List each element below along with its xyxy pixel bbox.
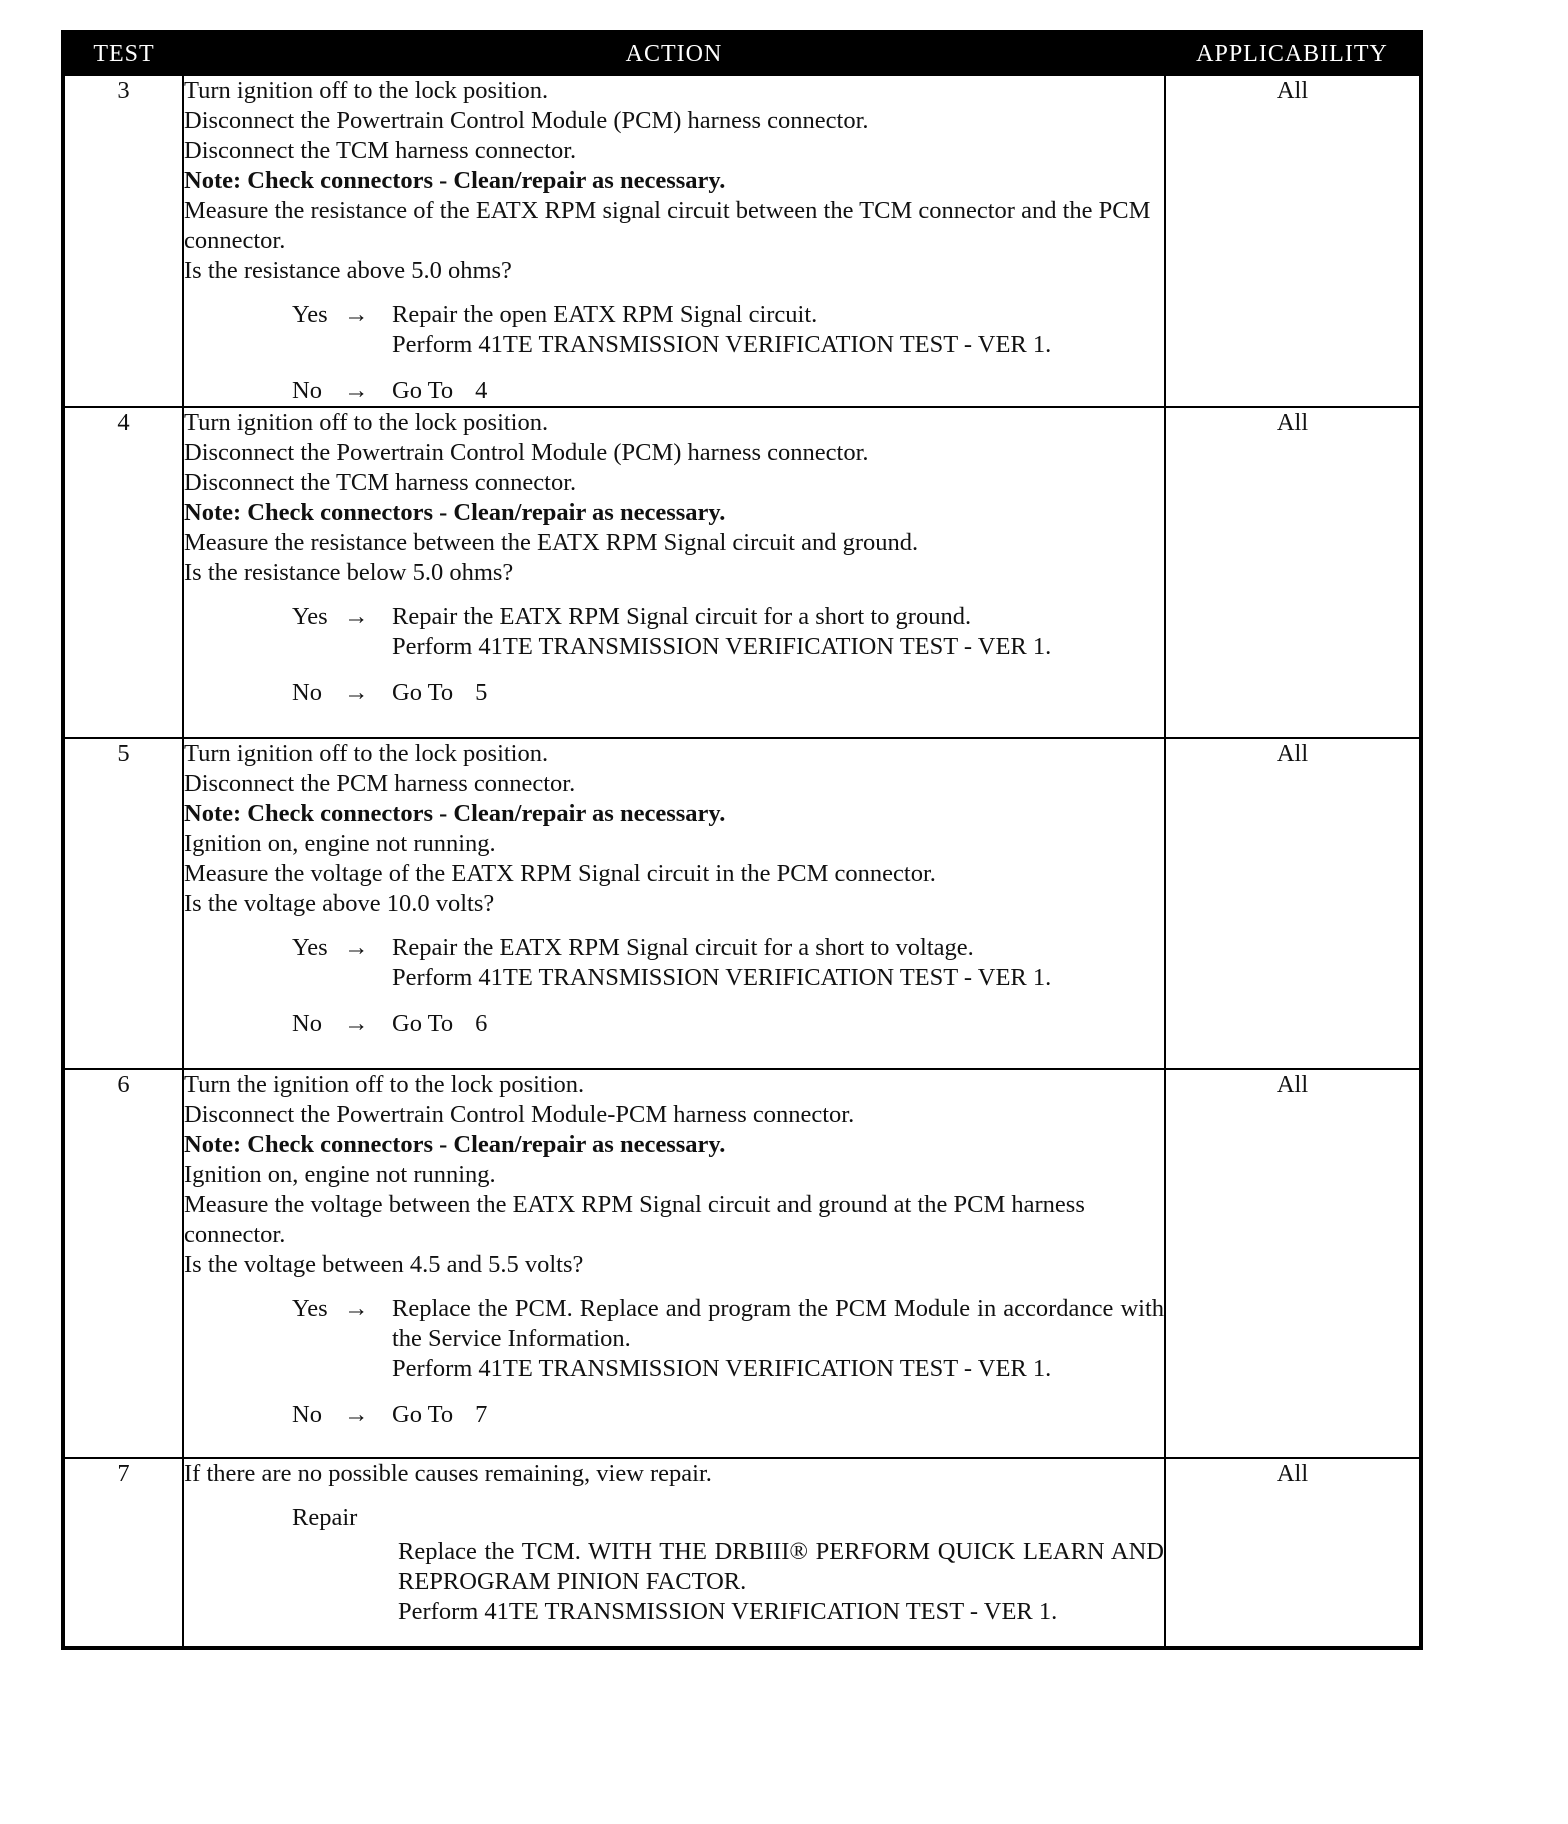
arrow-icon: → — [344, 377, 369, 404]
action-step: If there are no possible causes remaining, view repair. — [184, 1460, 712, 1487]
verification-text: Perform 41TE TRANSMISSION VERIFICATION TEST - VER 1. — [392, 633, 1052, 660]
action-step: Disconnect the PCM harness connector. — [184, 770, 576, 797]
goto-label: Go To — [392, 679, 454, 706]
question-text: Is the voltage above 10.0 volts? — [184, 890, 495, 917]
action-step: Ignition on, engine not running. — [184, 1161, 496, 1188]
repair-action-text: Replace the TCM. WITH THE DRBIII® PERFORM QUICK LEARN AND REPROGRAM PINION FACTOR. — [398, 1538, 1164, 1595]
arrow-icon: → — [344, 1401, 369, 1428]
goto-number: 5 — [475, 679, 488, 706]
applicability-value: All — [1165, 75, 1421, 407]
table-row — [63, 1069, 1421, 1458]
goto-number: 6 — [475, 1010, 488, 1037]
yes-action-text: Repair the EATX RPM Signal circuit for a short to voltage. — [392, 934, 974, 961]
no-outcome — [292, 376, 1164, 406]
note-text: Note: Check connectors - Clean/repair as necessary. — [184, 800, 726, 827]
no-label: No — [292, 377, 322, 404]
applicability-value: All — [1165, 407, 1421, 738]
goto-label: Go To — [392, 377, 454, 404]
action-step: Measure the voltage between the EATX RPM Signal circuit and ground at the PCM harness connector. — [184, 1191, 1085, 1248]
verification-text: Perform 41TE TRANSMISSION VERIFICATION TEST - VER 1. — [392, 1355, 1052, 1382]
yes-outcome — [292, 602, 1164, 662]
yes-action-text: Repair the EATX RPM Signal circuit for a short to ground. — [392, 603, 972, 630]
no-outcome — [292, 1400, 1164, 1430]
action-step: Disconnect the Powertrain Control Module (PCM) harness connector. — [184, 439, 869, 466]
action-cell — [183, 1069, 1165, 1458]
goto-label: Go To — [392, 1401, 454, 1428]
no-label: No — [292, 679, 322, 706]
no-label: No — [292, 1010, 322, 1037]
header-test: TEST — [63, 32, 183, 75]
goto-number: 7 — [475, 1401, 488, 1428]
action-cell — [183, 407, 1165, 738]
action-step: Turn ignition off to the lock position. — [184, 409, 549, 436]
note-text: Note: Check connectors - Clean/repair as necessary. — [184, 167, 726, 194]
repair-text — [398, 1537, 1164, 1627]
test-number: 5 — [63, 738, 183, 1069]
action-cell — [183, 738, 1165, 1069]
table-row — [63, 75, 1421, 407]
arrow-icon: → — [344, 603, 369, 630]
verification-text: Perform 41TE TRANSMISSION VERIFICATION TEST - VER 1. — [398, 1598, 1058, 1625]
applicability-value: All — [1165, 738, 1421, 1069]
goto-number: 4 — [475, 377, 488, 404]
table-row — [63, 407, 1421, 738]
yes-outcome — [292, 1294, 1164, 1384]
arrow-icon: → — [344, 934, 369, 961]
yes-action-text: Repair the open EATX RPM Signal circuit. — [392, 301, 818, 328]
arrow-icon: → — [344, 1295, 369, 1322]
table-row — [63, 1458, 1421, 1648]
action-step: Measure the voltage of the EATX RPM Signal circuit in the PCM connector. — [184, 860, 936, 887]
repair-label: Repair — [292, 1504, 358, 1531]
action-step: Turn ignition off to the lock position. — [184, 740, 549, 767]
header-action: ACTION — [183, 32, 1165, 75]
test-number: 6 — [63, 1069, 183, 1458]
yes-label: Yes — [292, 1295, 328, 1322]
verification-text: Perform 41TE TRANSMISSION VERIFICATION TEST - VER 1. — [392, 964, 1052, 991]
note-text: Note: Check connectors - Clean/repair as necessary. — [184, 1131, 726, 1158]
no-outcome — [292, 678, 1164, 708]
action-step: Disconnect the Powertrain Control Module (PCM) harness connector. — [184, 107, 869, 134]
test-number: 7 — [63, 1458, 183, 1648]
test-number: 3 — [63, 75, 183, 407]
yes-outcome — [292, 933, 1164, 993]
arrow-icon: → — [344, 301, 369, 328]
diagnostic-procedure-page — [61, 30, 1419, 1675]
header-applicability: APPLICABILITY — [1165, 32, 1421, 75]
yes-label: Yes — [292, 301, 328, 328]
action-cell — [183, 1458, 1165, 1648]
arrow-icon: → — [344, 679, 369, 706]
yes-label: Yes — [292, 603, 328, 630]
action-step: Disconnect the Powertrain Control Module-PCM harness connector. — [184, 1101, 855, 1128]
action-cell — [183, 75, 1165, 407]
table-row — [63, 738, 1421, 1069]
diagnostic-test-table — [61, 30, 1423, 1650]
verification-text: Perform 41TE TRANSMISSION VERIFICATION TEST - VER 1. — [392, 331, 1052, 358]
yes-action-text: Replace the PCM. Replace and program the PCM Module in accordance with the Service Information. — [392, 1295, 1164, 1352]
applicability-value: All — [1165, 1458, 1421, 1648]
question-text: Is the voltage between 4.5 and 5.5 volts? — [184, 1251, 584, 1278]
goto-label: Go To — [392, 1010, 454, 1037]
yes-label: Yes — [292, 934, 328, 961]
note-text: Note: Check connectors - Clean/repair as necessary. — [184, 499, 726, 526]
test-number: 4 — [63, 407, 183, 738]
action-step: Turn the ignition off to the lock position. — [184, 1071, 585, 1098]
question-text: Is the resistance below 5.0 ohms? — [184, 559, 514, 586]
action-step: Turn ignition off to the lock position. — [184, 77, 549, 104]
action-step: Measure the resistance between the EATX RPM Signal circuit and ground. — [184, 529, 919, 556]
action-step: Disconnect the TCM harness connector. — [184, 137, 577, 164]
yes-outcome — [292, 300, 1164, 360]
action-step: Measure the resistance of the EATX RPM signal circuit between the TCM connector and the PCM connector. — [184, 197, 1151, 254]
no-label: No — [292, 1401, 322, 1428]
action-step: Disconnect the TCM harness connector. — [184, 469, 577, 496]
arrow-icon: → — [344, 1010, 369, 1037]
no-outcome — [292, 1009, 1164, 1039]
table-header-row — [63, 32, 1421, 75]
applicability-value: All — [1165, 1069, 1421, 1458]
question-text: Is the resistance above 5.0 ohms? — [184, 257, 512, 284]
action-step: Ignition on, engine not running. — [184, 830, 496, 857]
